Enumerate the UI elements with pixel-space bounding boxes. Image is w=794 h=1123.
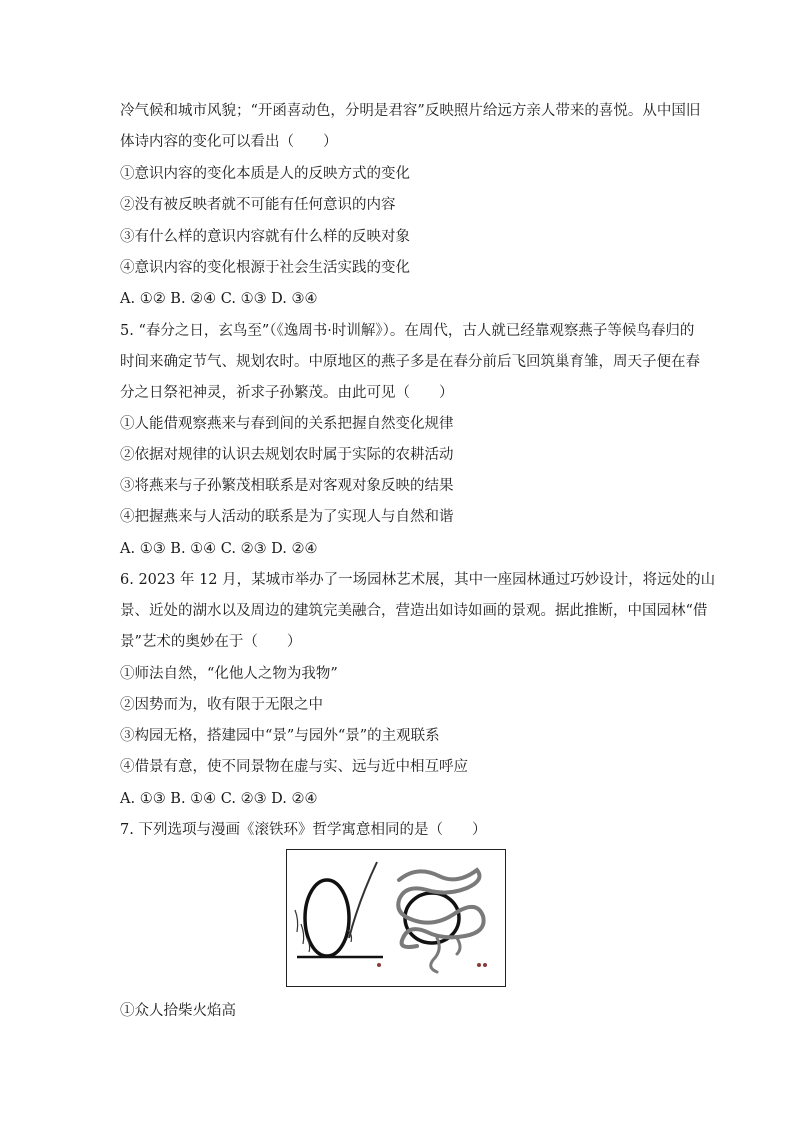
q5-option-3: ③将燕来与子孙繁茂相联系是对客观对象反映的结果: [120, 478, 454, 494]
q6-option-1: ①师法自然，“化他人之物为我物”: [120, 666, 338, 682]
q6-option-3: ③构园无格，搭建园中“景”与园外“景”的主观联系: [120, 728, 440, 744]
mark-dot-icon: [377, 963, 381, 967]
q4-option-3: ③有什么样的意识内容就有什么样的反映对象: [120, 229, 410, 245]
motion-line-icon: [301, 924, 304, 944]
q6-stem-line-1: 6. 2023 年 12 月，某城市举办了一场园林艺术展，其中一座园林通过巧妙设计，将远处的山: [120, 572, 716, 588]
mark-dot-icon: [483, 963, 487, 967]
q5-option-1: ①人能借观察燕来与春到间的关系把握自然变化规律: [120, 416, 454, 432]
q6-stem-line-2: 景、近处的湖水以及周边的建筑完美融合，营造出如诗如画的景观。据此推断，中国园林“借: [120, 603, 708, 619]
q5-stem-line-3: 分之日祭祀神灵，祈求子孙繁茂。由此可见（ ）: [120, 385, 454, 401]
q6-stem-line-3: 景”艺术的奥妙在于（ ）: [120, 634, 302, 650]
q4-stem-continued-line-2: 体诗内容的变化可以看出（ ）: [120, 134, 338, 150]
q5-option-2: ②依据对规律的认识去规划农时属于实际的农耕活动: [120, 447, 454, 463]
q5-stem-line-1: 5. “春分之日，玄鸟至”（《逸周书·时训解》）。在周代，古人就已经靠观察燕子等候鸟春归的: [120, 323, 695, 339]
q5-answer-choices: A. ①③ B. ①④ C. ②③ D. ②④: [120, 541, 318, 557]
q6-answer-choices: A. ①③ B. ①④ C. ②③ D. ②④: [120, 791, 318, 807]
motion-line-icon: [295, 910, 298, 932]
scribble-tail-icon: [457, 938, 460, 954]
mark-dot-icon: [477, 963, 481, 967]
hoop-left-icon: [305, 880, 349, 956]
q4-stem-continued-line-1: 冷气候和城市风貌；“开函喜动色，分明是君容”反映照片给远方亲人带来的喜悦。从中国旧: [120, 103, 701, 119]
q4-option-2: ②没有被反映者就不可能有任何意识的内容: [120, 197, 396, 213]
q4-option-4: ④意识内容的变化根源于社会生活实践的变化: [120, 260, 410, 276]
q6-option-2: ②因势而为，收有限于无限之中: [120, 697, 323, 713]
q5-stem-line-2: 时间来确定节气、规划农时。中原地区的燕子多是在春分前后飞回筑巢育雏，周天子便在春: [120, 354, 700, 370]
comic-hoop-rolling-image: [286, 849, 506, 987]
hoop-stick-icon: [349, 862, 377, 938]
q7-stem: 7. 下列选项与漫画《滚铁环》哲学寓意相同的是（ ）: [120, 822, 487, 838]
q7-option-1: ①众人拾柴火焰高: [120, 1003, 236, 1019]
q6-option-4: ④借景有意，使不同景物在虚与实、远与近中相互呼应: [120, 759, 468, 775]
q5-option-4: ④把握燕来与人活动的联系是为了实现人与自然和谐: [120, 509, 454, 525]
q4-answer-choices: A. ①② B. ②④ C. ①③ D. ③④: [120, 291, 318, 307]
comic-drawing: [287, 850, 505, 986]
q4-option-1: ①意识内容的变化本质是人的反映方式的变化: [120, 166, 410, 182]
